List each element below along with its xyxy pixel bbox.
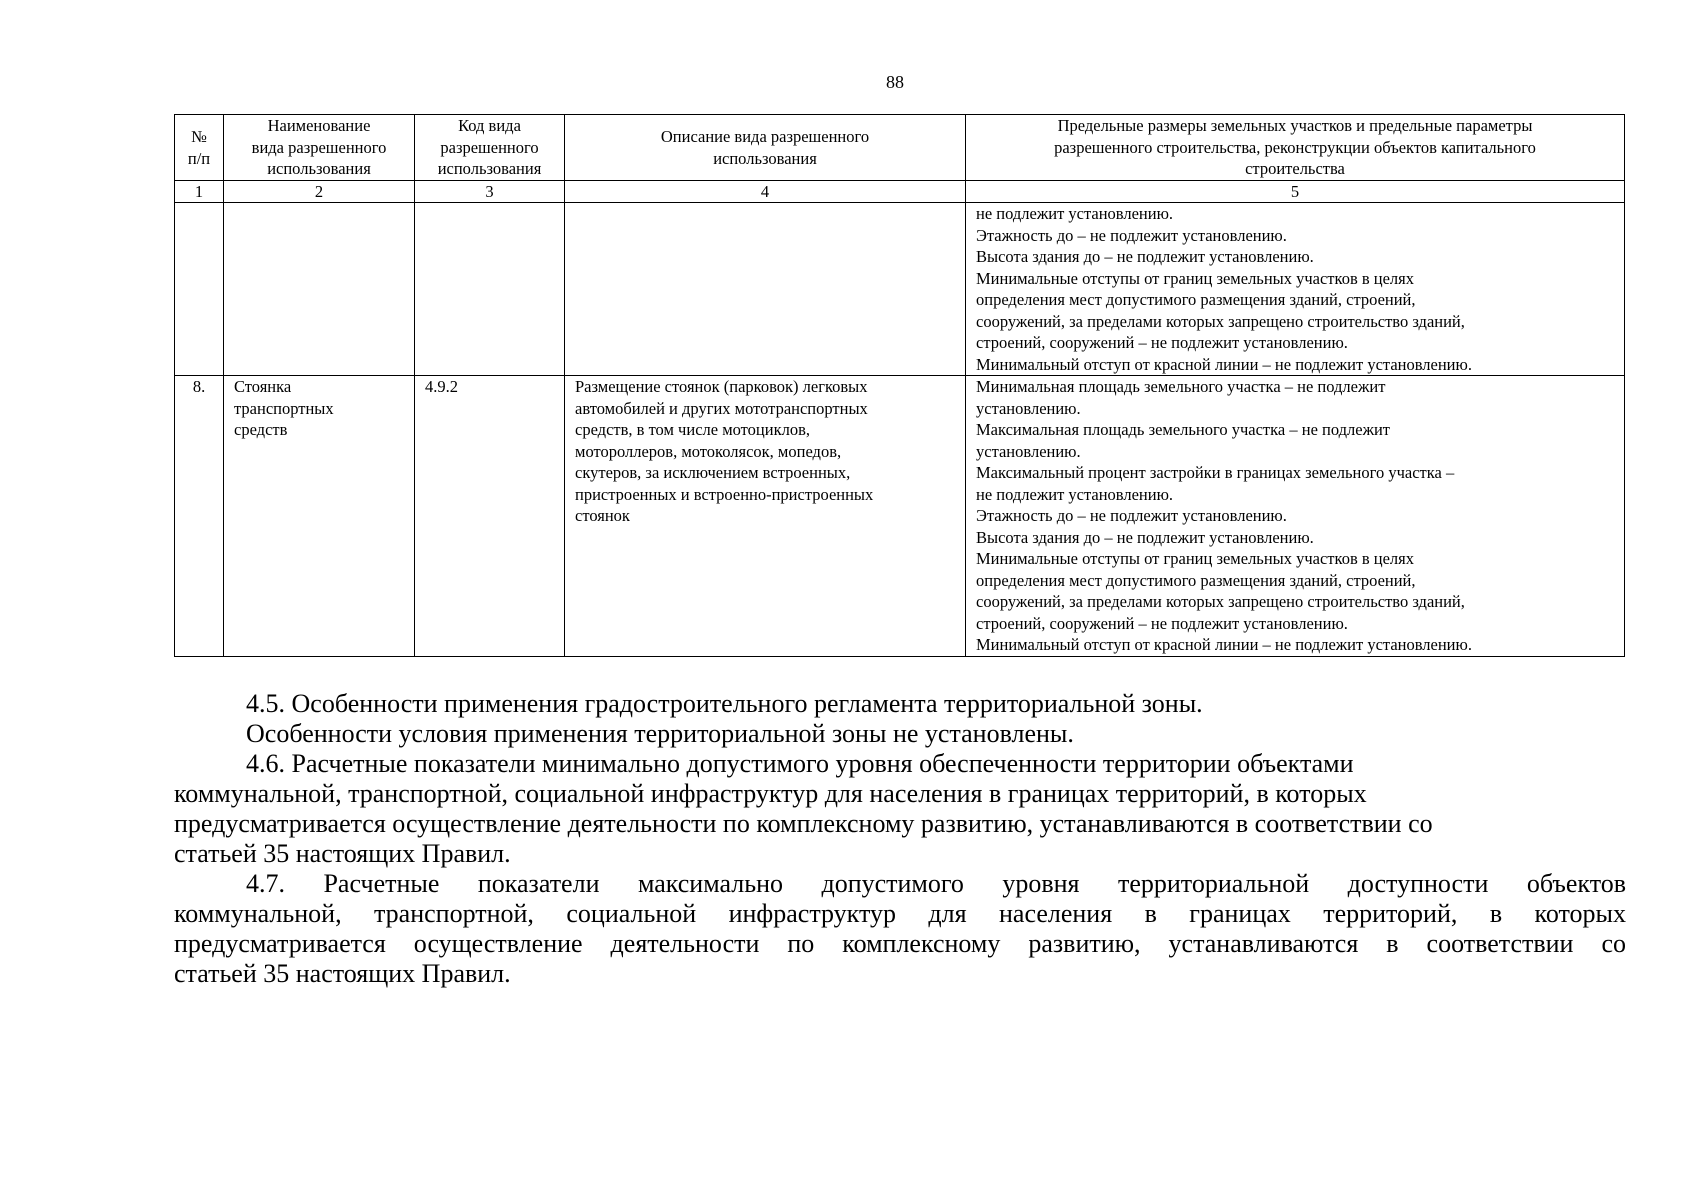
paragraph-4-5-note <box>174 719 1626 749</box>
cell-line: использования <box>267 159 371 179</box>
use-code: 4.9.2 <box>415 376 565 657</box>
cell-line: Максимальная площадь земельного участка – не подлежит <box>976 420 1391 439</box>
cell-line: Высота здания до – не подлежит установлению. <box>976 247 1314 266</box>
cell-empty <box>415 203 565 376</box>
cell-line: установлению. <box>976 398 1081 418</box>
paragraph-line: коммунальной, транспортной, социальной инфраструктур для населения в границах территорий, в которых <box>174 899 1626 928</box>
cell-line: стоянок <box>575 506 630 525</box>
cell-line: разрешенного строительства, реконструкции объектов капитального <box>1054 137 1536 157</box>
header-number <box>175 115 224 181</box>
cell-empty <box>224 203 415 376</box>
cell-line: вида разрешенного <box>251 137 387 157</box>
paragraph-line: коммунальной, транспортной, социальной инфраструктур для населения в границах территорий, в которых <box>174 779 1367 808</box>
paragraph-line: предусматривается осуществление деятельности по комплексному развитию, устанавливаются в соответствии со <box>174 929 1626 958</box>
cell-line: Код вида <box>458 116 521 136</box>
page-number: 88 <box>886 72 904 92</box>
cell-line: средств, в том числе мотоциклов, <box>575 420 810 439</box>
header-use-description <box>565 115 966 181</box>
use-description <box>565 376 966 657</box>
continued-parameters <box>966 203 1625 376</box>
cell-line: не подлежит установлению. <box>976 484 1174 504</box>
cell-line: строительства <box>1245 159 1345 179</box>
header-parameters <box>966 115 1625 181</box>
column-number: 5 <box>966 181 1625 203</box>
paragraph-4-7 <box>174 869 1626 989</box>
paragraph-line: 4.5. Особенности применения градостроительного регламента территориальной зоны. <box>246 689 1203 718</box>
cell-line: Описание вида разрешенного <box>660 127 870 146</box>
table-header-row <box>175 115 1625 181</box>
cell-line: Максимальный процент застройки в границах земельного участка – <box>976 463 1455 482</box>
cell-line: строений, сооружений – не подлежит установлению. <box>976 333 1348 352</box>
cell-line: Наименование <box>267 116 371 136</box>
cell-line: Этажность до – не подлежит установлению. <box>976 506 1287 525</box>
cell-line: Минимальный отступ от красной линии – не подлежит установлению. <box>976 635 1472 654</box>
body-text <box>174 689 1626 989</box>
cell-line: транспортных <box>234 398 334 418</box>
cell-line: не подлежит установлению. <box>976 204 1174 223</box>
cell-line: Этажность до – не подлежит установлению. <box>976 225 1287 245</box>
cell-line: скутеров, за исключением встроенных, <box>575 463 851 482</box>
cell-line: Высота здания до – не подлежит установлению. <box>976 527 1314 547</box>
paragraph-line: предусматривается осуществление деятельности по комплексному развитию, устанавливаются в соответствии со <box>174 809 1433 838</box>
paragraph-4-5 <box>174 689 1626 719</box>
cell-line: п/п <box>187 148 211 168</box>
table-row <box>175 376 1625 657</box>
cell-line: строений, сооружений – не подлежит установлению. <box>976 613 1348 633</box>
cell-line: использования <box>437 159 542 179</box>
cell-line: Стоянка <box>234 377 292 396</box>
header-use-name <box>224 115 415 181</box>
cell-line: Минимальный отступ от красной линии – не подлежит установлению. <box>976 354 1472 374</box>
cell-line: сооружений, за пределами которых запрещено строительство зданий, <box>976 311 1465 331</box>
column-numbers-row <box>175 181 1625 203</box>
paragraph-line: статьей 35 настоящих Правил. <box>174 959 511 988</box>
paragraph-line: статьей 35 настоящих Правил. <box>174 839 511 868</box>
permitted-use-table <box>174 114 1625 657</box>
cell-empty <box>565 203 966 376</box>
cell-line: № <box>191 127 207 146</box>
column-number: 3 <box>415 181 565 203</box>
column-number: 1 <box>175 181 224 203</box>
cell-line: разрешенного <box>440 137 539 157</box>
use-parameters <box>966 376 1625 657</box>
cell-line: средств <box>234 420 288 439</box>
paragraph-4-6 <box>174 749 1626 869</box>
paragraph-line: 4.7. Расчетные показатели максимально допустимого уровня территориальной доступности объектов <box>246 869 1626 898</box>
paragraph-line: Особенности условия применения территориальной зоны не установлены. <box>246 719 1074 748</box>
cell-line: Размещение стоянок (парковок) легковых <box>575 377 868 396</box>
header-use-code <box>415 115 565 181</box>
cell-line: Минимальная площадь земельного участка – не подлежит <box>976 377 1386 396</box>
table-row <box>175 203 1625 376</box>
column-number: 4 <box>565 181 966 203</box>
cell-line: установлению. <box>976 441 1081 461</box>
cell-line: Минимальные отступы от границ земельных участков в целях <box>976 268 1415 288</box>
cell-line: Предельные размеры земельных участков и предельные параметры <box>1057 116 1533 136</box>
cell-line: мотороллеров, мотоколясок, мопедов, <box>575 441 842 461</box>
cell-line: пристроенных и встроенно-пристроенных <box>575 484 874 504</box>
cell-line: сооружений, за пределами которых запрещено строительство зданий, <box>976 592 1465 611</box>
cell-line: определения мест допустимого размещения зданий, строений, <box>976 290 1416 309</box>
cell-line: использования <box>713 148 817 168</box>
cell-empty <box>175 203 224 376</box>
cell-line: автомобилей и других мототранспортных <box>575 398 868 418</box>
use-name <box>224 376 415 657</box>
column-number: 2 <box>224 181 415 203</box>
row-number: 8. <box>175 376 224 657</box>
paragraph-line: 4.6. Расчетные показатели минимально допустимого уровня обеспеченности территории объектами <box>246 749 1354 778</box>
cell-line: Минимальные отступы от границ земельных участков в целях <box>976 549 1415 568</box>
cell-line: определения мест допустимого размещения зданий, строений, <box>976 570 1416 590</box>
